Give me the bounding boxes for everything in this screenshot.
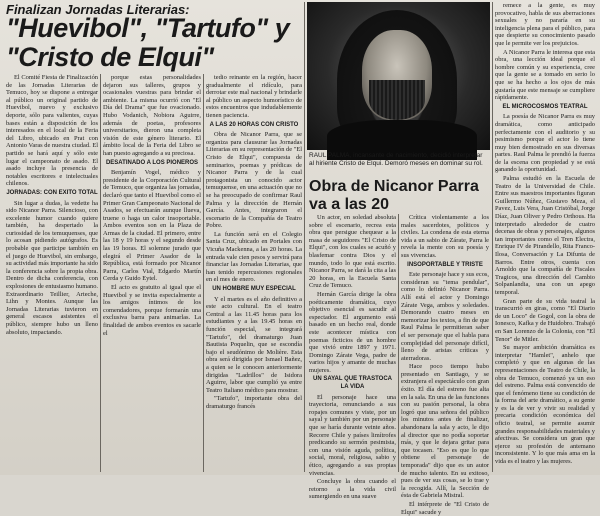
paragraph: Y el martes es el año definitivo a este acto cultural. En el teatro Central a las 11.45 horas para los estudiantes y a las 19.45 horas en función especial, se integrará "Tartufo", del dramaturgo Juan Bautista Poquelin, que se escondía bajo el seudónimo de Molière. Esta obra será dirigida por Ismael Bañez, a quien se le conocen anteriormente dirigidas "Ladrillos" de Isidora Aguirre, labor que cumplió ya entre Teatro Italiano médico para mostrar.: [206, 295, 302, 394]
paragraph: tedio reinante en la región, hacer gradualmente el ridículo, para derrotar este mal nacional y brindarle al público un aspecto humorístico de estos encuentros que indudablemente tienen paciencia.: [206, 74, 302, 119]
paragraph: Gran parte de su vida teatral la transcurrió en giras, como "El Diario de un Loco" de Gogol, con la obra de Ionesco, Kafka y de Huidobro. Trabajó en San Lorenzo de la Colonia, con "El Tenor" de Mitler.: [495, 297, 595, 343]
paragraph: Hernán García dirige la obra poéticamente dramática, cuyo objetivo esencial es sacudir al espectador. El argumento está basado en un hecho real, donde este acontecer mística con poemas ficticios de un hombre que vivió entre 1897 y 1971. Domingo Zárate Vega, padre de varios hijos y amante de muchas mujeres.: [309, 290, 396, 374]
paragraph: remece a la gente, es muy provocativo, habla de sus aberraciones sexuales y no pararía en su inteligencia plena para el público, para que despierte su conocimiento pasado que le permite ver los prejuicios.: [495, 2, 595, 47]
column-5: [401, 214, 489, 516]
section-heading: INSOPORTABLE Y TRISTE: [407, 261, 483, 268]
column-2: [103, 74, 201, 472]
paragraph: Concluye la obra cuando el retorno a la vida civil sumergiendo en una suave: [309, 478, 396, 501]
paragraph: "Tartufo", importante obra del dramaturgo francés: [206, 395, 302, 410]
paragraph: A Nicanor Parra le interesa que esta obra, una lección ideal porque el hombre común y su experiencia, cree que la gente se a tomado en serio lo que se ha hecho a los ojos de más gustaría que este mensaje se cumpliere rápidamente.: [495, 48, 595, 102]
kicker: Finalizan Jornadas Literarias:: [6, 2, 190, 17]
column-3: [206, 74, 302, 472]
paragraph: Hace poco tiempo hubo presentado en Santiago, y se extranjera el espectáculo con gran éxito. El día del estreno fue alta en la sala. En una de las funciones con su pasión personal, la obra logró que una señora del público los minutos antes de finalizar, abandonara la sala y acto, le dijo al director que no podía soportar más, y que le dejara gritar para que tocasen. "Eso es que lo que obtiene el personaje de temporada" dijo que es un autor de mucho talento. En su exitoso, pues de ver sus cosas, se lo trae y la recogida. Allí, la Sección de ésta de Gabriela Mistral.: [401, 363, 489, 500]
paragraph: El Comité Fiesta de Finalización de las Jornadas Literarias de Temuco, hoy se dispone a entregar al público un original partido de Huevibol, nuevo y exclusivo deporte, sólo para valientes, cuyas bases están a disposición de los interesados en el local de la Feria del Libro, ubicado en Prat con Antonio Varas de nuestra ciudad. El partido se hará aquí y sólo este lugar el campeonato de asado. El asado incluye la presencia de notables escritores e intelectuales chilenos.: [6, 74, 98, 188]
column-4: [309, 214, 396, 501]
paragraph: Su mayor ambición dramática es interpretar "Hamlet", anhelo que completó y que en algunas de las representaciones de Teatro de Chile, la obra de Temuco, comenzó ya un eso del estreno. Palma está convencido de que el fenómeno tiene su condición de la forma del arte dramático, a su gente y es la de ver y vivir su realidad y precaria condición económica del oficio teatral, se permite asumir grandes responsabilidades materiales y afectivas. Se considera un gran que ejerce su profesión de antemano inconsistente. Y lo que más ama en la vida es el teatro y las mujeres.: [495, 344, 595, 466]
paragraph: Un actor, en soledad absoluta sobre el escenario, recrea esta obra que persigue chequear a la masa de seguidores "El Cristo de Elqui", con los cuales se acuñó y blasfemar contra Dios y el mundo, todo lo que está escrito. Nicanor Parra, se dará la cita a las 20 horas, en la Escuela Santa Cruz de Temuco.: [309, 214, 396, 290]
section-heading: A LAS 20 HORAS CON CRISTO: [209, 121, 299, 128]
paragraph: Crítica violentamente a los males sacerdotes, políticos y civiles. La condena de esta eterna vida a un sabio de Zárate, Parra le revela la mente con su poesía y sus vivencias.: [401, 214, 489, 259]
section-heading: EL MICROCOSMOS TEATRAL: [502, 103, 588, 110]
column-6: [495, 2, 595, 472]
section-heading: UN HOMBRE MUY ESPECIAL: [212, 286, 296, 293]
column-1: [6, 74, 98, 472]
paragraph: La función será en el Colegio Santa Cruz, ubicado en Portales con Vicuña Mackenna, a las 20 horas. La entrada vale cien pesos y servirá para financiar las Jornadas Literarias, que han tenido repercusiones regionales en el mes de enero.: [206, 230, 302, 284]
section-heading: JORNADAS: CON EXITO TOTAL: [6, 189, 98, 196]
paragraph: El intérprete de "El Cristo de Elqui" sacude y: [401, 500, 489, 516]
paragraph: Obra de Nicanor Parra, que se organiza para clausurar las Jornadas Literarias en su representación de "El Cristo de Elqui", compuesta de seminarios, poemas y prédicas de Nicanor Parra y de la cual protagonista un conocido actor temuquense, en una actuación que no se ha preocupado de confirmar Raul Palma y la dirección de Hernán García. Antes, integraron el escenario de la Compañía de Teatro Pobre.: [206, 131, 302, 230]
paragraph: Benjamín Vogel, médico y presidente de la Corporación Cultural de Temuco, que organiza las jornadas, declaró que tanto el Huevibol como el Primer Gran Campeonato Nacional de Asados, se efectuarán aunque llueva, truene o haga un calor insoportable. Ambos eventos son en la Plaza de Armas de la ciudad. El primero, entre las 18 y 19 horas y el segundo desde las 19 horas. El solemne jurado que elegirá el Primer Asador de la República, está formado por Nicanor Parra, Carlos Vial, Edgardo Martín Cerda y Guido Eytel.: [103, 169, 201, 283]
page-title: "Huevibol", "Tartufo" y "Cristo de Elqui": [6, 13, 290, 72]
section-heading: UN SAYAL QUE TRASTOCA LA VIDA: [312, 376, 393, 391]
article-subhead: Obra de Nicanor Parra va a las 20: [309, 178, 479, 213]
paragraph: El personaje hace una trayectoria, renunciando a sus ropajes comunes y viste, por un sayal y también por un personaje que se haría durante veinte años. Recorre Chile y países limítrofes predicando su sermón pesimista, con una visión aguda, política, social, moral, religiosa, sabio y ético, agregando a sus propias vivencias.: [309, 393, 396, 477]
paragraph: Este personaje hace y sus ecos, consideran su "tema pendular", como lo definió Nicanor Parra. Allí está el actor y Domingo Zárate Vega, ambos y soledades. Demorando cuatro meses en memorizar los textos, a fin de que Raul Palma le permitieran saber el ser personaje que el habla para complejidad del personaje difícil, lleno de aristas críticas y aterradoras.: [401, 271, 489, 362]
paragraph: Palma estudió en la Escuela de Teatro de la Universidad de Chile. Entre sus maestros importantes figuran Guillermo Núñez, Gustavo Meza, el Pavez, Luis Vera, Juan Cristóbal, Jorge Díaz, Juan Oliver y Pedro Orthous. Ha interpretado alrededor de cuatro decenas de obras y personajes, algunos tan importantes como el Tren Electra, Enrique IV de Pirandello, Rita Franco-Ilosa, Conversación y La Difunta de Barros. Entre otros, cuenta con Arnoldo que la compañía de Fiscales Tragicos, una dirección del Cambio Solpanlandia, una con un apego temporal.: [495, 175, 595, 296]
paragraph: El acto es gratuito al igual que el Huevibol y se invita especialmente a los amigos íntimos de los comendadores, porque formarán una exclusiva barra para animarlas. La finalidad de ambos eventos es sacarle el: [103, 284, 201, 337]
portrait-photo: [307, 2, 490, 150]
paragraph: La poesía de Nicanor Parra es muy dramática, como anticipado perfectamente con el auditorio y su pesimismo porque el actor lo tiene muy bien demostrado en sus diversas partes. Raul Palma le prendió la fuerza de la escena con propiedad y se está ganando la oportunidad.: [495, 113, 595, 174]
paragraph: porque estas personalidades dejaron sus talleres, grupos y ocasionales vuestras para brindar el ambiente. La misma ocurrió con "El Día del Drama" que fue ovacionado. Hubo Vodanich, Nobiora Aguirre, además de poetas, profesores universitarios, dieron una completa visión de este género literario. El ámbito local de la Feria del Libro se han puesto agregando a su preciosa.: [103, 74, 201, 157]
paragraph: Sin lugar a dudas, la vedette ha sido Nicanor Parra. Silencioso, con excelente humor cuando quiere también, ha despertado la curiosidad de los temuquenses, que lo acosan pidiendo autógrafos. Es probable que participe también en el juego de Huevibol, sin embargo, su actividad más importante ha sido la conferencia sobre la propia obra. Dentro de dicha conferencia, con explosiones de entusiasmo humano. Extraordinario Teillier, Arteche, Lihn y Montes. Aunque las Jornadas Literarias tuvieron en general escasos asistentes el público, siempre hubo un lleno absoluto, impactando.: [6, 199, 98, 336]
section-heading: DESATINADO A LOS PIONEROS: [105, 159, 199, 166]
photo-caption: RAUL PALMA, incansante de nacimiento, decidió interpretar al hiriente Cristo de Elqui. Demoró meses en dominar su rol.: [309, 152, 483, 167]
